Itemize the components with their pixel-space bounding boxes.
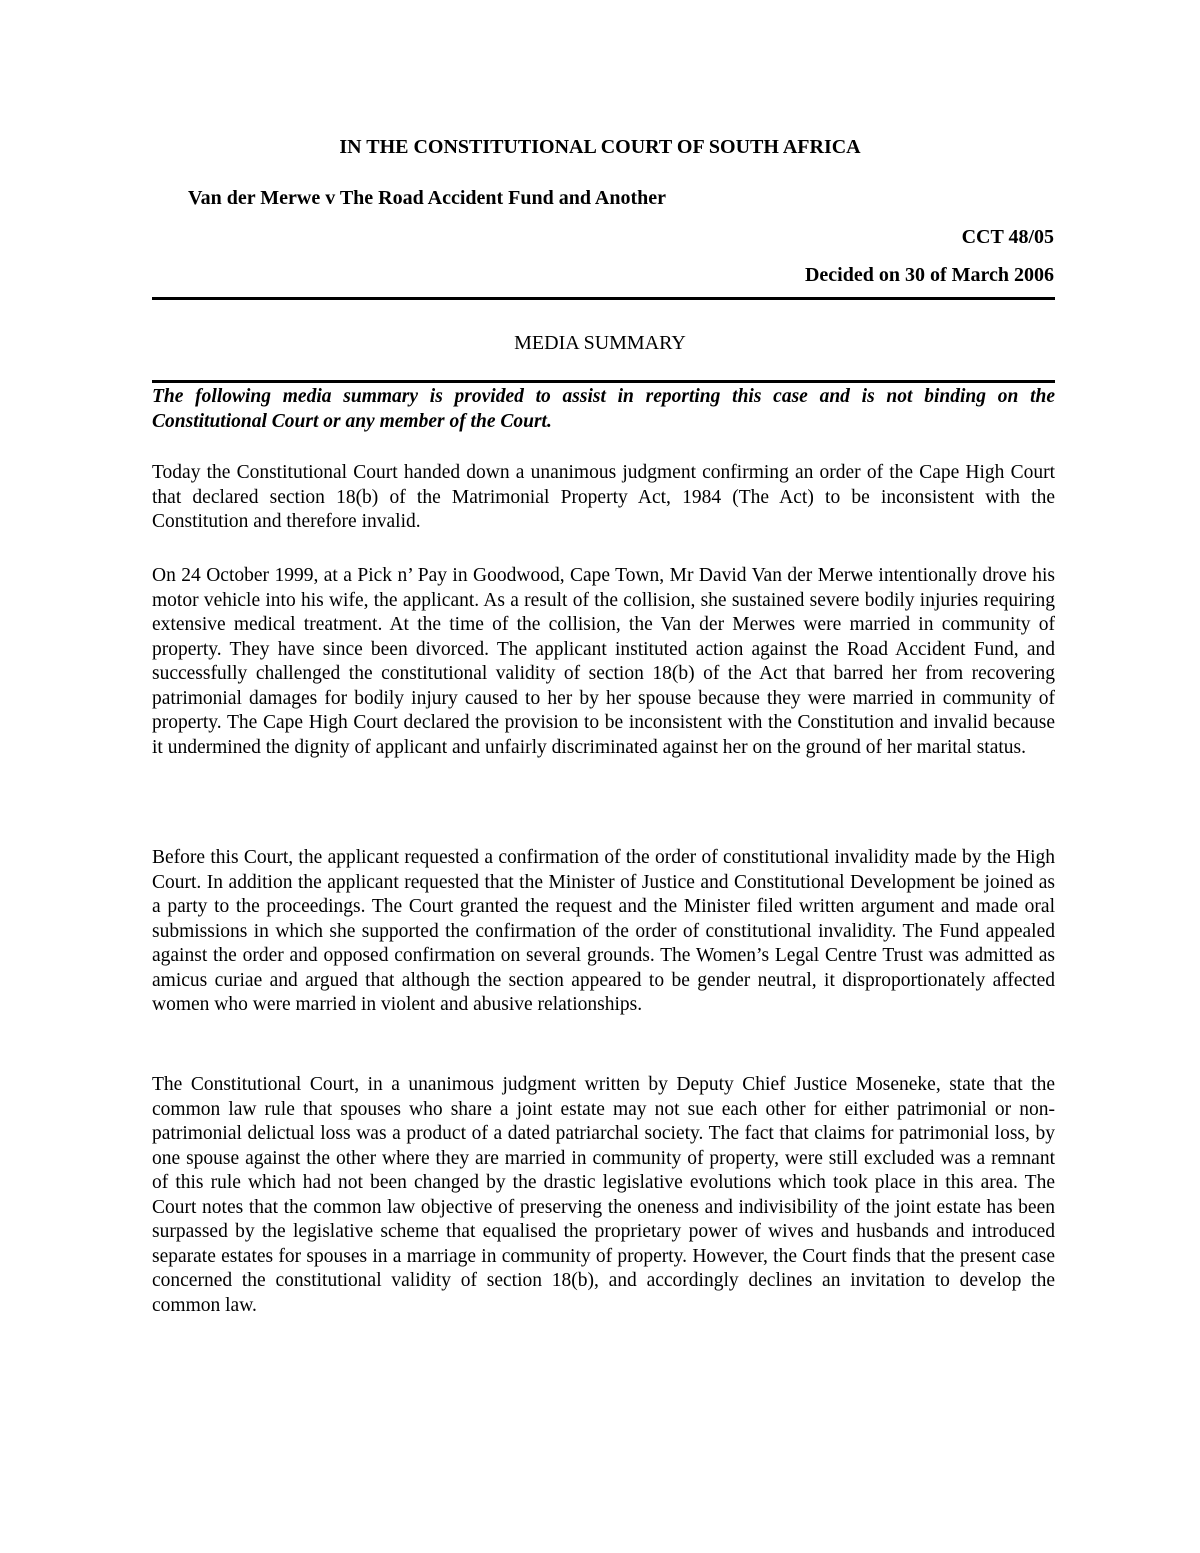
bottom-divider: [152, 380, 1055, 383]
decision-date: Decided on 30 of March 2006: [804, 264, 1054, 286]
case-parties: Van der Merwe v The Road Accident Fund and Another: [188, 187, 667, 209]
case-number: CCT 48/05: [961, 226, 1054, 248]
paragraph-1: Today the Constitutional Court handed down a unanimous judgment confirming an order of the Cape High Court that declared section 18(b) of the Matrimonial Property Act, 1984 (The Act) to be inconsistent with the Constitution and therefore invalid.: [152, 462, 1055, 532]
paragraph-2: On 24 October 1999, at a Pick n’ Pay in Goodwood, Cape Town, Mr David Van der Merwe intentionally drove his motor vehicle into his wife, the applicant. As a result of the collision, she sustained severe bodily injuries requiring extensive medical treatment. At the time of the collision, the Van der Merwes were married in community of property. They have since been divorced. The applicant instituted action against the Road Accident Fund, and successfully challenged the constitutional validity of section 18(b) of the Act that barred her from recovering patrimonial damages for bodily injury caused to her by her spouse because they were married in community of property. The Cape High Court declared the provision to be inconsistent with the Constitution and invalid because it undermined the dignity of applicant and unfairly discriminated against her on the ground of her marital status.: [152, 565, 1055, 758]
top-divider: [152, 297, 1055, 300]
paragraph-4: The Constitutional Court, in a unanimous judgment written by Deputy Chief Justice Moseneke, state that the common law rule that spouses who share a joint estate may not sue each other for either patrimonial or non-patrimonial delictual loss was a product of a dated patriarchal society. The fact that claims for patrimonial loss, by one spouse against the other where they are married in community of property, were still excluded was a remnant of this rule which had not been changed by the drastic legislative evolutions which took place in this area. The Court notes that the common law objective of preserving the oneness and indivisibility of the joint estate has been surpassed by the legislative scheme that equalised the proprietary power of wives and husbands and introduced separate estates for spouses in a marriage in community of property. However, the Court finds that the present case concerned the constitutional validity of section 18(b), and accordingly declines an invitation to develop the common law.: [152, 1074, 1055, 1316]
court-heading: IN THE CONSTITUTIONAL COURT OF SOUTH AFRICA: [339, 136, 861, 158]
paragraph-3: Before this Court, the applicant requested a confirmation of the order of constitutional invalidity made by the High Court. In addition the applicant requested that the Minister of Justice and Constitutional Development be joined as a party to the proceedings. The Court granted the request and the Minister filed written argument and made oral submissions in which she supported the confirmation of the order of constitutional invalidity. The Fund appealed against the order and opposed confirmation on several grounds. The Women’s Legal Centre Trust was admitted as amicus curiae and argued that although the section appeared to be gender neutral, it disproportionately affected women who were married in violent and abusive relationships.: [152, 847, 1055, 1015]
disclaimer: The following media summary is provided to assist in reporting this case and is not binding on the Constitutional Court or any member of the Court.: [152, 386, 1055, 432]
page-title: MEDIA SUMMARY: [514, 332, 686, 354]
